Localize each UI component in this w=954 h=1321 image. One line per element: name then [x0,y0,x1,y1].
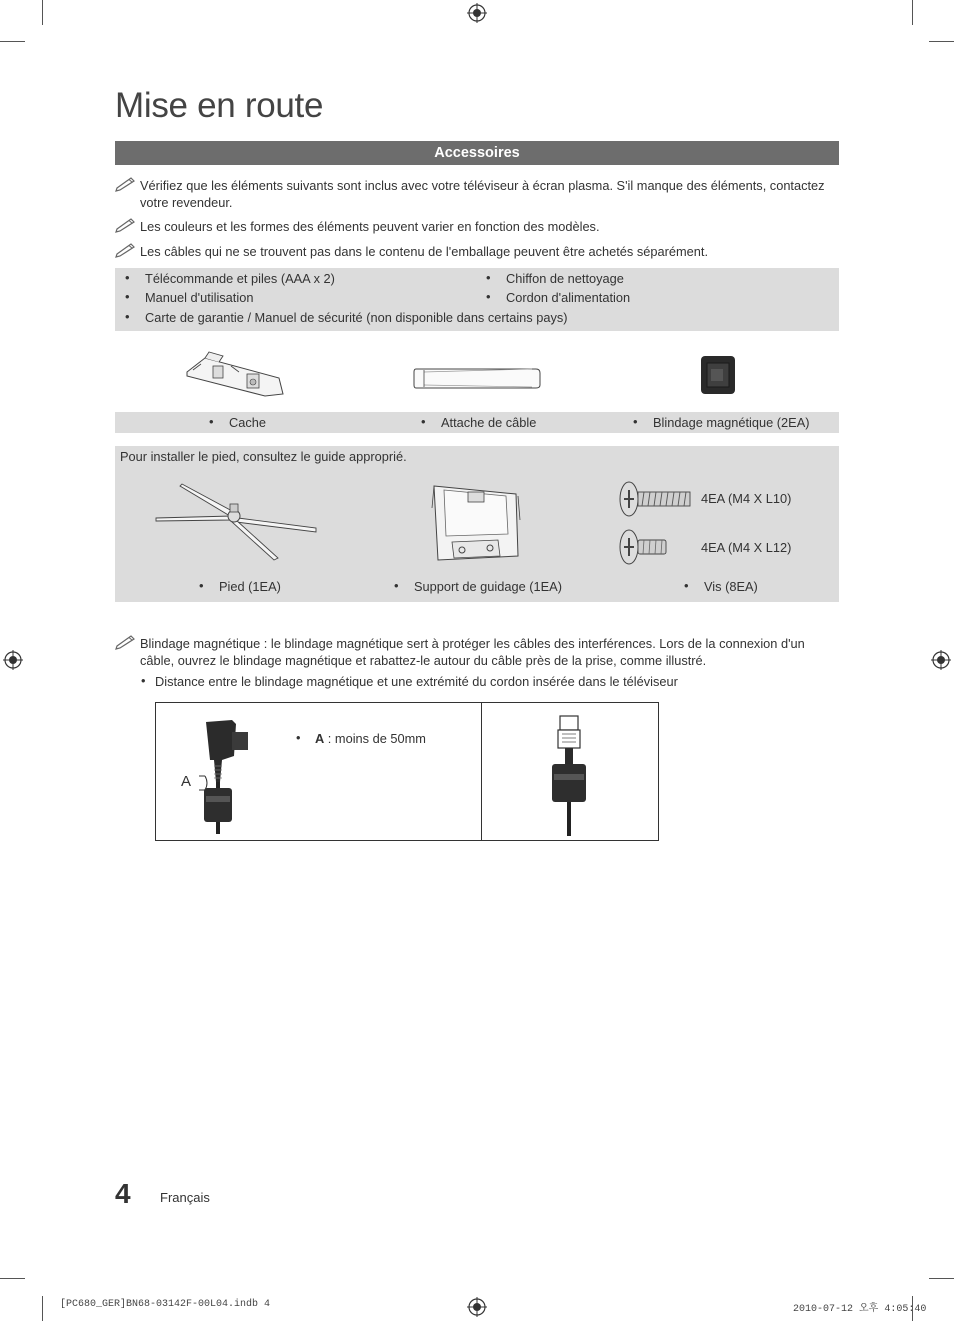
dimension-label: A [181,773,192,790]
crop-mark [42,1296,43,1321]
print-date-info: 2010-07-12 오후 4:05:40 [793,1304,927,1315]
registration-mark-icon [3,650,23,670]
pencil-note-icon [115,174,137,192]
cable-tie-illustration [412,365,542,391]
note [115,177,841,211]
crop-mark [42,0,43,25]
diagram-bullet [315,731,426,746]
stand-label: • Pied (1EA) [219,579,281,594]
dimension-bracket-icon [197,774,211,792]
stand-label: • Support de guidage (1EA) [414,579,562,594]
list-item: • Manuel d'utilisation [145,290,253,305]
stand-illustration [152,480,320,564]
print-file-info: [PC680_GER]BN68-03142F-00L04.indb 4 [60,1299,271,1310]
network-cable-with-shield-illustration [548,712,590,836]
stand-label: • Vis (8EA) [704,579,758,594]
pencil-note-icon [115,215,137,233]
note-text: Blindage magnétique : le blindage magnétique sert à protéger les câbles des interférences. Lors de la connexion d'un câble, ouvrez le blindage magnétique et rabattez-le autour du câble près de la prise, comme illustré. [140,636,805,668]
pencil-note-icon [115,240,137,258]
screw-spec: 4EA (M4 X L10) [701,491,792,506]
magnetic-shield-illustration [699,353,737,395]
page-title: Mise en route [115,86,324,125]
diagram-bullet-dot: • [296,730,301,745]
list-item: • Chiffon de nettoyage [506,271,624,286]
sub-bullet-dot: • [141,673,146,688]
note [115,635,805,669]
section-header: Accessoires [115,141,839,165]
accessory-label: • Blindage magnétique (2EA) [653,415,810,430]
list-item: • Télécommande et piles (AAA x 2) [145,271,335,286]
screw-l12-icon [618,528,670,566]
screw-spec: 4EA (M4 X L12) [701,540,792,555]
cover-illustration [183,350,288,400]
footer-language: Français [160,1190,210,1205]
accessory-label: • Cache [229,415,266,430]
registration-mark-icon [467,1297,487,1317]
registration-mark-icon [467,3,487,23]
crop-mark [912,0,913,25]
note [115,218,841,235]
stand-intro: Pour installer le pied, consultez le guide approprié. [120,449,407,464]
guide-bracket-illustration [428,480,524,564]
list-item: • Cordon d'alimentation [506,290,630,305]
screw-l10-icon [618,480,694,518]
crop-mark [0,1278,25,1279]
crop-mark [929,41,954,42]
table-divider [481,703,482,840]
registration-mark-icon [931,650,951,670]
diagram-bullet-value: : moins de 50mm [324,731,426,746]
accessory-label: • Attache de câble [441,415,536,430]
pencil-note-icon [115,632,137,650]
note-text: Vérifiez que les éléments suivants sont inclus avec votre téléviseur à écran plasma. S'il manque des éléments, contactez votre revendeur. [140,178,825,210]
note-text: Les câbles qui ne se trouvent pas dans le contenu de l'emballage peuvent être achetés séparément. [140,244,709,259]
crop-mark [0,41,25,42]
page-number: 4 [115,1178,131,1209]
diagram-bullet-key: A [315,731,325,746]
list-item: • Carte de garantie / Manuel de sécurité (non disponible dans certains pays) [145,310,568,325]
note-text: Les couleurs et les formes des éléments peuvent varier en fonction des modèles. [140,219,600,234]
note [115,243,841,260]
sub-bullet-text: Distance entre le blindage magnétique et une extrémité du cordon insérée dans le téléviseur [155,674,678,689]
crop-mark [929,1278,954,1279]
